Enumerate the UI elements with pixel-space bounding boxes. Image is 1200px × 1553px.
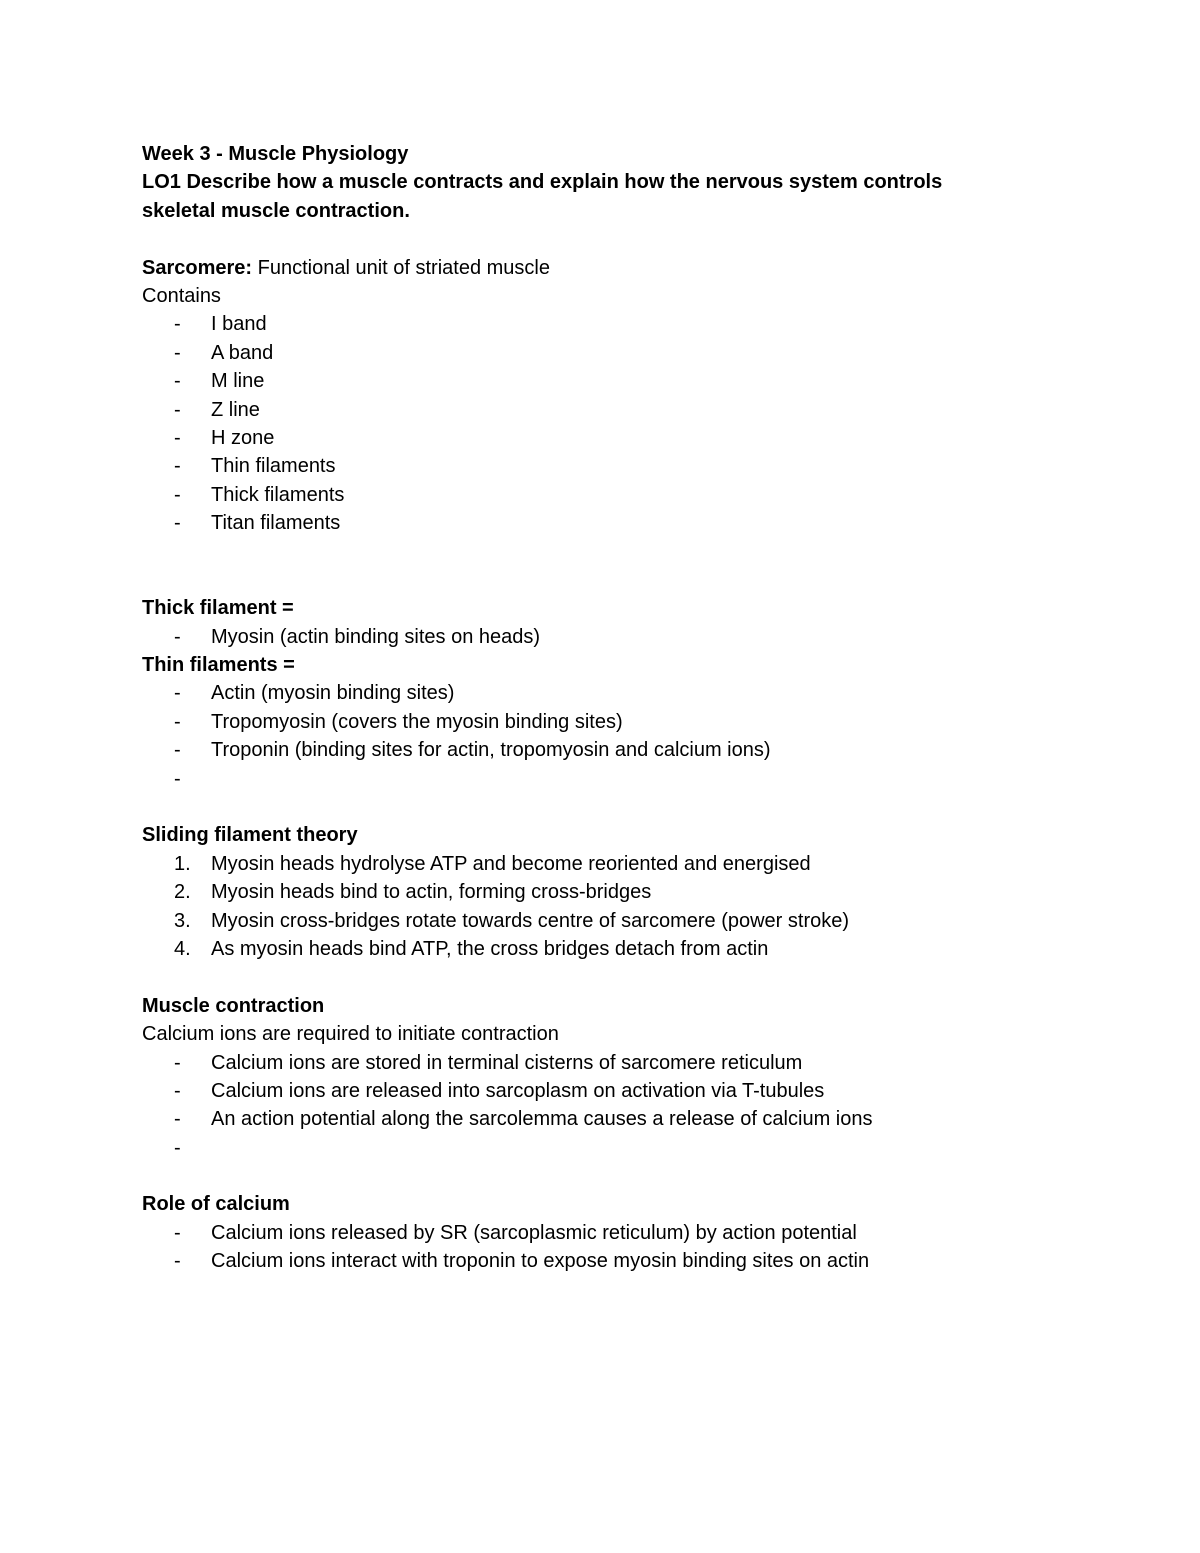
bullet-marker: - <box>174 426 181 449</box>
list-item <box>142 367 1042 395</box>
list-item-text: Calcium ions interact with troponin to expose myosin binding sites on actin <box>211 1250 870 1273</box>
list-item-text: An action potential along the sarcolemma causes a release of calcium ions <box>211 1108 873 1131</box>
bullet-marker: - <box>174 682 181 705</box>
list-item <box>142 850 1042 878</box>
list-item <box>142 481 1042 509</box>
list-item <box>142 1105 1042 1133</box>
list-item-text: H zone <box>211 426 275 449</box>
list-item-text: M line <box>211 370 265 393</box>
list-item <box>142 708 1042 736</box>
list-item <box>142 1049 1042 1077</box>
list-item-text: Calcium ions are stored in terminal cisterns of sarcomere reticulum <box>211 1051 803 1074</box>
bullet-marker: - <box>174 1221 181 1244</box>
list-item-text: Troponin (binding sites for actin, tropomyosin and calcium ions) <box>211 739 771 762</box>
sarcomere-term: Sarcomere: <box>142 256 253 279</box>
sliding-filament-heading: Sliding filament theory <box>142 824 358 847</box>
list-item-text: Z line <box>211 398 260 421</box>
muscle-contraction-heading: Muscle contraction <box>142 994 325 1017</box>
list-item <box>142 878 1042 906</box>
list-item <box>142 907 1042 935</box>
muscle-contraction-intro: Calcium ions are required to initiate contraction <box>142 1023 559 1046</box>
list-item <box>142 1134 1042 1162</box>
list-item <box>142 736 1042 764</box>
thick-filament-heading: Thick filament = <box>142 597 294 620</box>
bullet-marker: - <box>174 398 181 421</box>
sarcomere-definition-text: Functional unit of striated muscle <box>252 256 550 279</box>
list-item <box>142 1077 1042 1105</box>
list-item-text: Tropomyosin (covers the myosin binding sites) <box>211 710 623 733</box>
list-item <box>142 623 1042 651</box>
spacer <box>142 963 1042 991</box>
list-item-text: As myosin heads bind ATP, the cross bridges detach from actin <box>211 937 769 960</box>
document-page <box>142 140 1042 1276</box>
bullet-marker: - <box>174 710 181 733</box>
bullet-marker: - <box>174 313 181 336</box>
spacer <box>142 225 1042 253</box>
list-item <box>142 935 1042 963</box>
bullet-marker: - <box>174 1136 181 1159</box>
bullet-marker: - <box>174 1108 181 1131</box>
document-title: Week 3 - Muscle Physiology <box>142 143 409 165</box>
list-item <box>142 396 1042 424</box>
list-item <box>142 339 1042 367</box>
contains-label: Contains <box>142 284 221 307</box>
list-item <box>142 765 1042 793</box>
spacer <box>142 566 1042 594</box>
bullet-marker: - <box>174 625 181 648</box>
bullet-marker: - <box>174 341 181 364</box>
list-item <box>142 452 1042 480</box>
learning-objective-line-2: skeletal muscle contraction. <box>142 199 410 222</box>
list-item-text: A band <box>211 341 274 364</box>
list-number: 1. <box>174 852 191 875</box>
list-number: 3. <box>174 909 191 932</box>
list-item <box>142 679 1042 707</box>
bullet-marker: - <box>174 739 181 762</box>
bullet-marker: - <box>174 483 181 506</box>
spacer <box>142 793 1042 821</box>
list-item-text: Myosin (actin binding sites on heads) <box>211 625 541 648</box>
list-item <box>142 1247 1042 1275</box>
bullet-marker: - <box>174 1250 181 1273</box>
bullet-marker: - <box>174 767 181 790</box>
learning-objective-line-1: LO1 Describe how a muscle contracts and explain how the nervous system controls <box>142 171 943 194</box>
list-item-text: Myosin heads bind to actin, forming cross-bridges <box>211 881 652 904</box>
spacer <box>142 1162 1042 1190</box>
list-item-text: Calcium ions released by SR (sarcoplasmic reticulum) by action potential <box>211 1221 857 1244</box>
sarcomere-list <box>142 310 1042 537</box>
list-number: 2. <box>174 881 191 904</box>
list-item-text: Thick filaments <box>211 483 345 506</box>
bullet-marker: - <box>174 512 181 535</box>
spacer <box>142 537 1042 565</box>
list-item-text: Actin (myosin binding sites) <box>211 682 455 705</box>
list-item-text: Myosin cross-bridges rotate towards centre of sarcomere (power stroke) <box>211 909 850 932</box>
thin-filaments-heading: Thin filaments = <box>142 654 295 677</box>
list-item-text: Thin filaments <box>211 455 336 478</box>
list-item <box>142 310 1042 338</box>
bullet-marker: - <box>174 1079 181 1102</box>
list-item <box>142 424 1042 452</box>
list-number: 4. <box>174 937 191 960</box>
list-item <box>142 509 1042 537</box>
list-item-text: Myosin heads hydrolyse ATP and become reoriented and energised <box>211 852 811 875</box>
list-item <box>142 1219 1042 1247</box>
list-item-text: Calcium ions are released into sarcoplasm on activation via T-tubules <box>211 1079 825 1102</box>
list-item-text: Titan filaments <box>211 512 341 535</box>
bullet-marker: - <box>174 1051 181 1074</box>
list-item-text: I band <box>211 313 267 336</box>
role-of-calcium-heading: Role of calcium <box>142 1193 290 1216</box>
bullet-marker: - <box>174 370 181 393</box>
sarcomere-definition <box>142 254 1042 282</box>
bullet-marker: - <box>174 455 181 478</box>
